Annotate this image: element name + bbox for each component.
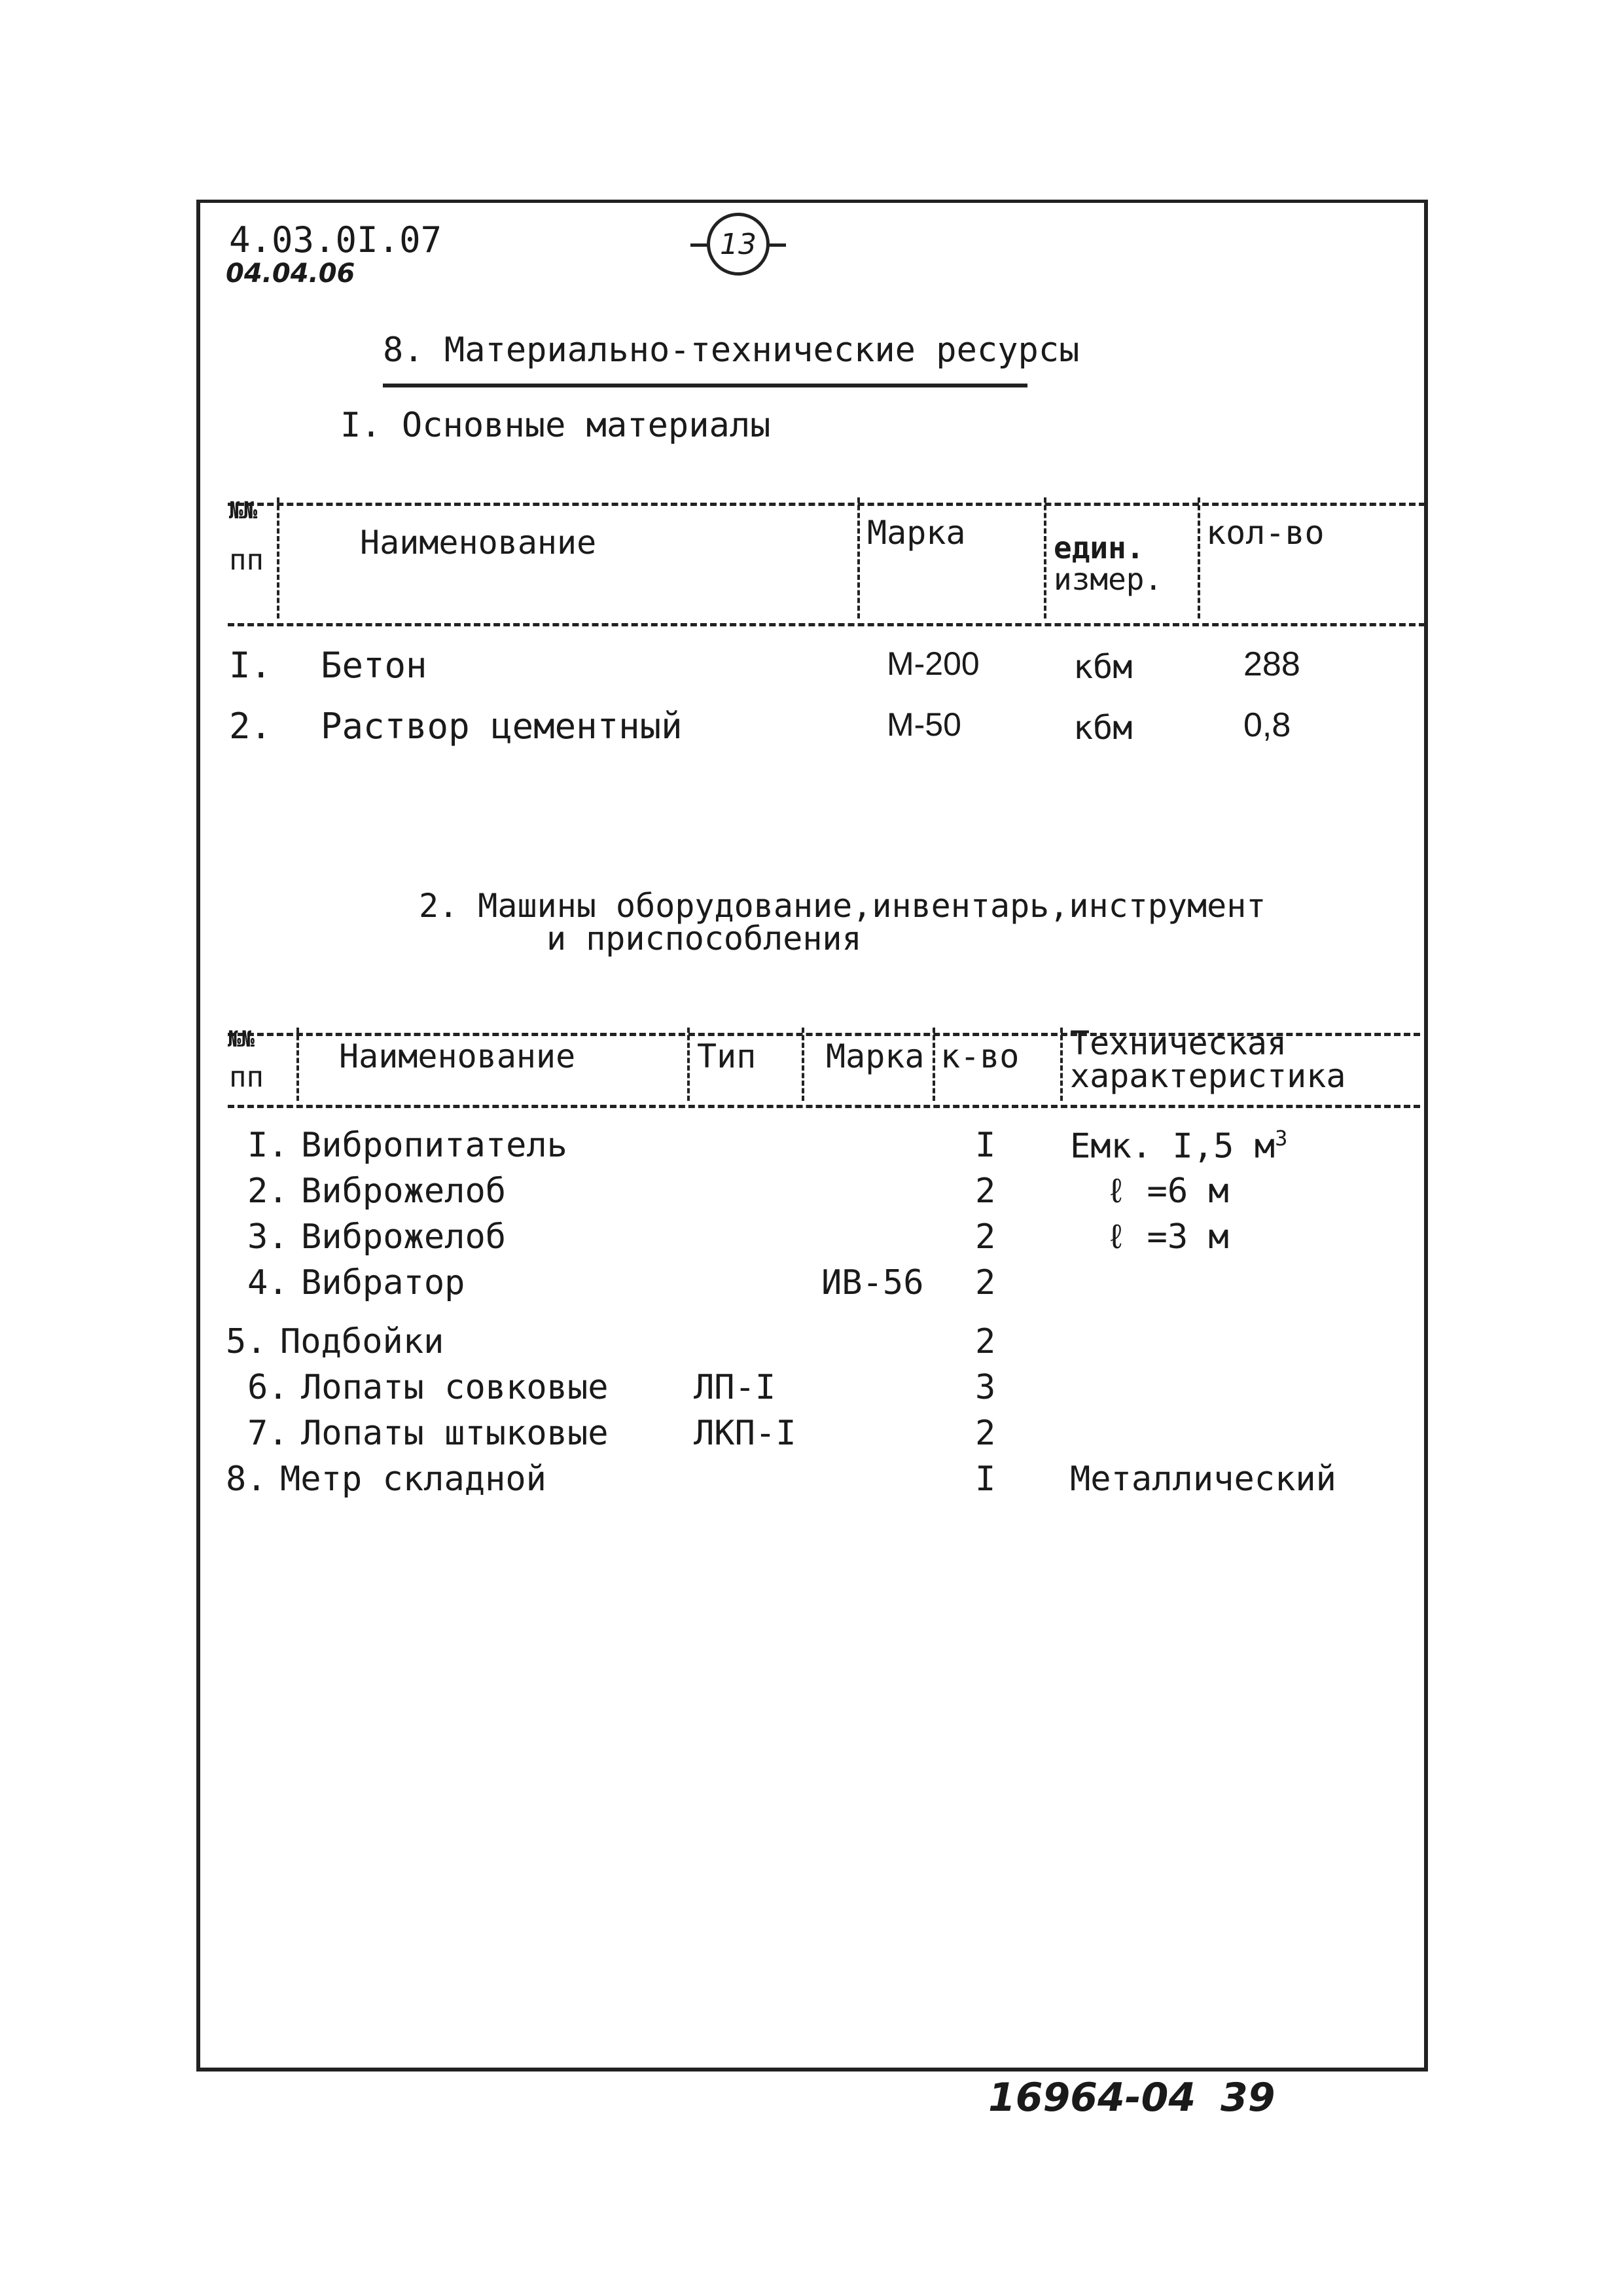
materials-row-num: I. — [229, 645, 272, 686]
machines-header-tech-top: Техническая — [1070, 1024, 1287, 1062]
materials-col-divider — [1198, 497, 1200, 619]
machines-row-qty: 2 — [975, 1172, 996, 1211]
machines-row-name: Вибратор — [301, 1263, 465, 1302]
machines-col-divider — [1060, 1028, 1063, 1101]
machines-row-name: Вибропитатель — [301, 1126, 567, 1165]
section-title: 8. Материально-технические ресурсы — [383, 331, 1080, 370]
materials-header-num-top: №№ — [229, 497, 258, 524]
materials-header-name: Наименование — [360, 524, 597, 562]
machines-row-num: 3. — [247, 1217, 289, 1257]
machines-row-num: I. — [247, 1126, 289, 1165]
stamp-tick-left — [690, 243, 707, 247]
materials-row-unit: кбм — [1073, 648, 1133, 686]
machines-row-name: Метр складной — [280, 1460, 546, 1499]
materials-header-bottom-line — [228, 623, 1425, 626]
machines-header-tech-bottom: характеристика — [1070, 1057, 1346, 1095]
materials-header-top-line — [228, 503, 1425, 506]
machines-row-tech: ℓ =6 м — [1106, 1172, 1229, 1211]
machines-header-num-bottom: пп — [229, 1060, 264, 1094]
machines-row-num: 8. — [226, 1460, 267, 1499]
machines-header-qty: к-во — [940, 1037, 1020, 1075]
machines-row-qty: 2 — [975, 1414, 996, 1453]
stamp-tick-right — [769, 243, 786, 247]
machines-row-name: Виброжелоб — [301, 1172, 507, 1211]
machines-col-divider — [933, 1028, 935, 1101]
machines-row-num: 4. — [247, 1263, 289, 1302]
machines-row-type: ЛКП-I — [694, 1414, 796, 1453]
materials-row-qty: 0,8 — [1243, 706, 1291, 744]
footer-doc-number: 16964-04 — [988, 2075, 1196, 2121]
section-title-underline — [383, 384, 1027, 387]
materials-col-divider — [857, 497, 860, 619]
machines-col-divider — [296, 1028, 299, 1101]
materials-row-mark: М-50 — [887, 706, 961, 743]
machines-row-qty: 2 — [975, 1263, 996, 1302]
materials-row-num: 2. — [229, 706, 272, 747]
materials-row-qty: 288 — [1243, 645, 1300, 683]
machines-row-type: ЛП-I — [694, 1368, 776, 1407]
materials-header-mark: Марка — [867, 514, 966, 552]
doc-code: 4.03.0I.07 — [229, 219, 442, 260]
materials-row-name: Раствор цементный — [321, 706, 683, 747]
machines-row-qty: 3 — [975, 1368, 996, 1407]
page-stamp: 13 — [707, 213, 770, 276]
machines-row-qty: 2 — [975, 1217, 996, 1257]
materials-row-unit: кбм — [1073, 709, 1133, 747]
doc-code-handwritten: 04.04.06 — [226, 259, 355, 289]
materials-row-name: Бетон — [321, 645, 427, 686]
machines-row-num: 7. — [247, 1414, 289, 1453]
machines-row-tech: Емк. I,5 $м^3$ — [1070, 1126, 1288, 1166]
machines-header-type: Тип — [697, 1037, 757, 1075]
machines-row-name: Лопаты штыковые — [301, 1414, 609, 1453]
machines-header-mark: Марка — [826, 1037, 925, 1075]
machines-title-line1: 2. Машины оборудование,инвентарь,инструмент — [419, 887, 1266, 925]
machines-header-num-top: №№ — [228, 1026, 255, 1052]
materials-header-num-bottom: пп — [229, 543, 264, 577]
machines-row-tech: ℓ =3 м — [1106, 1217, 1229, 1257]
materials-header-qty: кол-во — [1206, 514, 1325, 552]
machines-row-tech: Металлический — [1070, 1460, 1336, 1499]
materials-header-unit-bottom: измер. — [1054, 562, 1163, 597]
machines-row-num: 5. — [226, 1322, 267, 1361]
machines-title-line2: и приспособления — [546, 920, 862, 958]
machines-row-mark: ИВ-56 — [821, 1263, 924, 1302]
machines-header-bottom-line — [228, 1105, 1420, 1108]
machines-row-num: 2. — [247, 1172, 289, 1211]
materials-header-unit-top: един. — [1054, 530, 1145, 565]
machines-row-name: Подбойки — [280, 1322, 444, 1361]
materials-row-mark: М-200 — [887, 645, 980, 682]
machines-row-num: 6. — [247, 1368, 289, 1407]
machines-col-divider — [802, 1028, 804, 1101]
footer-page-number: 39 — [1221, 2075, 1275, 2121]
materials-col-divider — [277, 497, 279, 619]
machines-row-qty: 2 — [975, 1322, 996, 1361]
machines-header-name: Наименование — [339, 1037, 576, 1075]
machines-row-qty: I — [975, 1126, 996, 1165]
machines-row-qty: I — [975, 1460, 996, 1499]
materials-title: I. Основные материалы — [340, 406, 771, 445]
machines-row-name: Виброжелоб — [301, 1217, 507, 1257]
materials-col-divider — [1044, 497, 1046, 619]
machines-row-name: Лопаты совковые — [301, 1368, 609, 1407]
machines-col-divider — [687, 1028, 690, 1101]
